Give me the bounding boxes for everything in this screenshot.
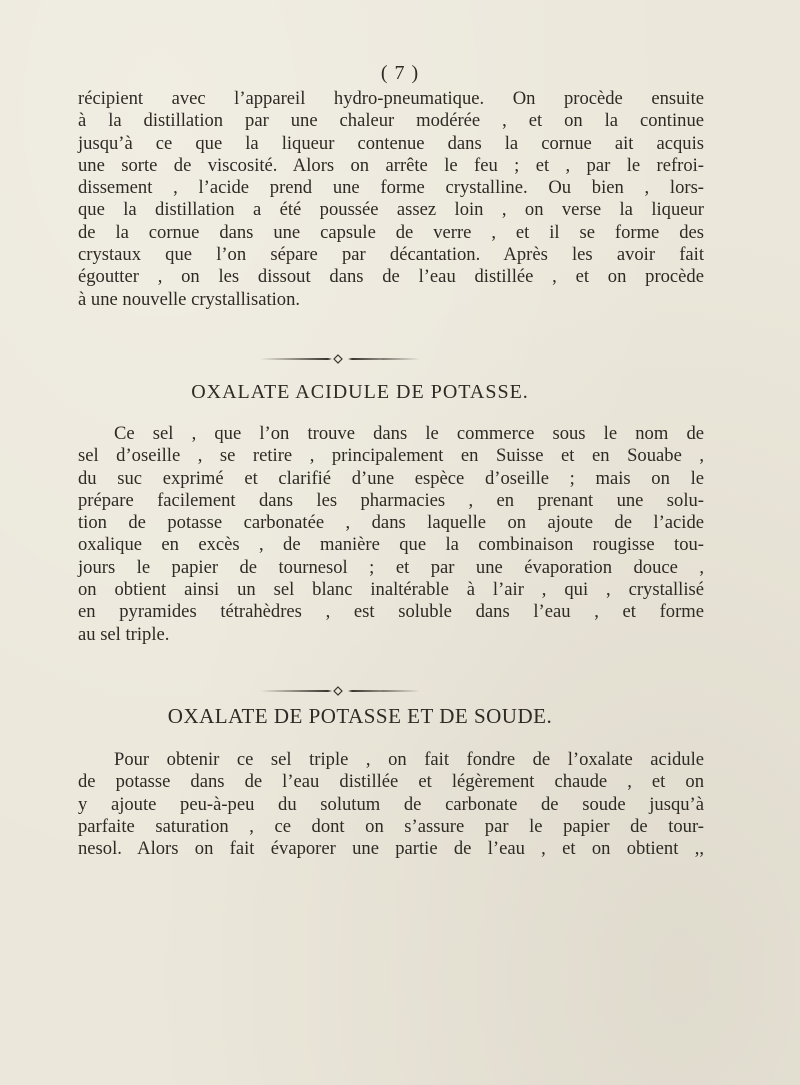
ornamental-divider [260,686,420,696]
text-line: récipient avec l’appareil hydro-pneumatique. On procède ensuite [78,88,704,109]
text-line: oxalique en excès , de manière que la combinaison rougisse tou- [78,534,704,556]
text-line: en pyramides tétrahèdres , est soluble dans l’eau , et forme [78,601,704,623]
text-line: nesol. Alors on fait évaporer une partie de l’eau , et on obtient ,, [78,838,704,860]
text-line: une sorte de viscosité. Alors on arrête le feu ; et , par le refroi- [78,154,704,176]
text-line: tion de potasse carbonatée , dans laquelle on ajoute de l’acide [78,512,704,534]
text-line: Pour obtenir ce sel triple , on fait fondre de l’oxalate acidule [114,749,704,770]
text-line: prépare facilement dans les pharmacies , en prenant une solu- [78,489,704,511]
text-line: jusqu’à ce que la liqueur contenue dans la cornue ait acquis [78,132,704,154]
text-line: que la distillation a été poussée assez loin , on verse la liqueur [78,199,704,221]
ornamental-divider [260,354,420,364]
section-heading: OXALATE ACIDULE DE POTASSE. [191,381,529,403]
text-line: dissement , l’acide prend une forme crystalline. Ou bien , lors- [78,177,704,199]
text-line: parfaite saturation , ce dont on s’assure par le papier de tour- [78,815,704,837]
text-line: de potasse dans de l’eau distillée et légèrement chaude , et on [78,771,704,793]
page-number: ( 7 ) [380,62,420,84]
text-line: jours le papier de tournesol ; et par une évaporation douce , [78,556,704,578]
text-line: au sel triple. [78,623,170,645]
intro-paragraph [78,88,704,311]
text-line: y ajoute peu-à-peu du solutum de carbonate de soude jusqu’à [78,793,704,815]
text-line: crystaux que l’on sépare par décantation. Après les avoir fait [78,244,704,266]
text-line: on obtient ainsi un sel blanc inaltérable à l’air , qui , crystallisé [78,579,704,601]
section-heading: OXALATE DE POTASSE ET DE SOUDE. [167,704,553,728]
oxalate-soude-paragraph [78,749,704,860]
text-line: de la cornue dans une capsule de verre , et il se forme des [78,221,704,243]
text-line: égoutter , on les dissout dans de l’eau distillée , et on procède [78,266,704,288]
oxalate-acidule-paragraph [78,423,704,646]
text-line: sel d’oseille , se retire , principalement en Suisse et en Souabe , [78,445,704,467]
text-line: du suc exprimé et clarifié d’une espèce d’oseille ; mais on le [78,467,704,489]
text-line: à la distillation par une chaleur modérée , et on la continue [78,110,704,132]
text-line: à une nouvelle crystallisation. [78,288,301,310]
text-line: Ce sel , que l’on trouve dans le commerce sous le nom de [114,423,704,444]
